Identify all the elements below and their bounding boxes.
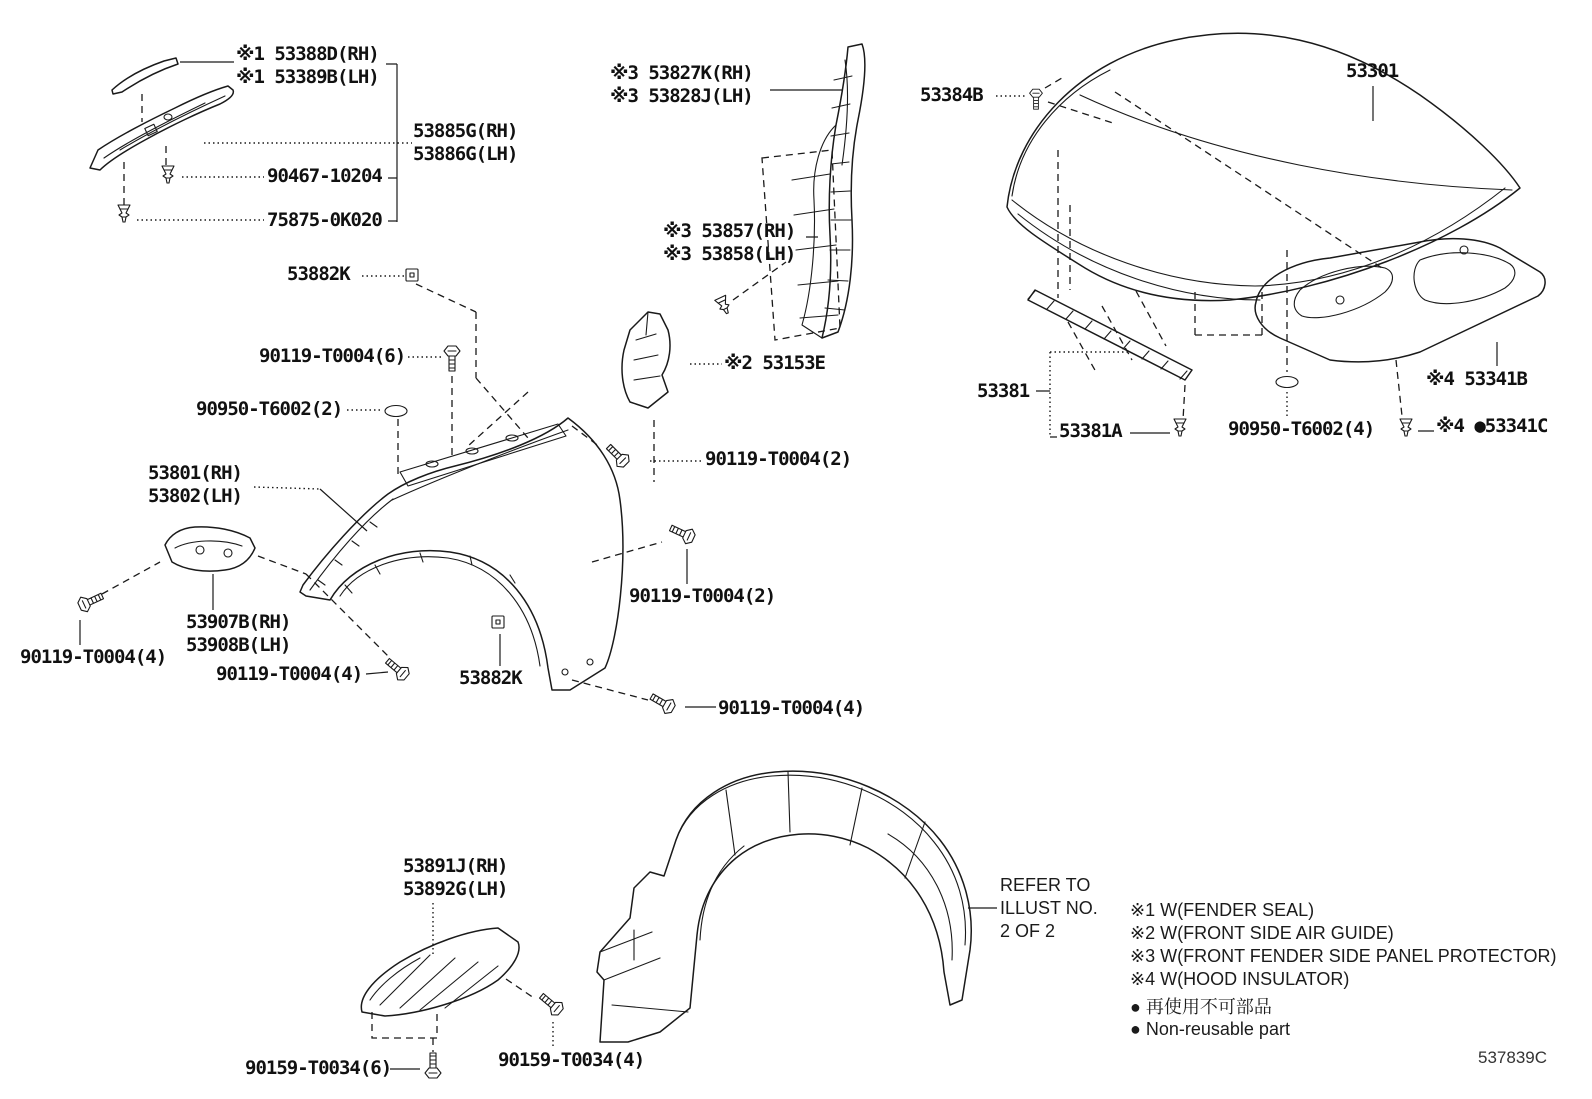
hood-panel-art (1007, 33, 1520, 300)
fender-seal-and-support-art (90, 58, 233, 170)
front-side-air-guide-art (622, 312, 670, 408)
label-53389b: ※1 53389B(LH) (236, 66, 379, 88)
label-53885g: 53885G(RH) (413, 120, 518, 142)
nonreusable-note-en: ● Non-reusable part (1130, 1019, 1290, 1039)
label-90950-t6002-2: 90950-T6002(2) (196, 398, 343, 420)
clip-53381a-icon (1174, 419, 1186, 436)
label-53384b: 53384B (920, 84, 983, 106)
label-53886g: 53886G(LH) (413, 143, 518, 165)
bolt-90119-4b-icon (382, 655, 411, 683)
label-53153e: ※2 53153E (724, 352, 825, 374)
label-53801: 53801(RH) (148, 462, 242, 484)
fender-liner-art (597, 771, 971, 1042)
label-90159-t0034-4: 90159-T0034(4) (498, 1049, 645, 1071)
refer-note-line2: ILLUST NO. (1000, 898, 1098, 918)
label-53857: ※3 53857(RH) (663, 220, 796, 242)
label-90119-t0004-4a: 90119-T0004(4) (20, 646, 167, 668)
label-53388d: ※1 53388D(RH) (236, 43, 379, 65)
label-90119-t0004-2a: 90119-T0004(2) (705, 448, 852, 470)
footnote-4: ※4 W(HOOD INSULATOR) (1130, 969, 1350, 989)
screw-90159-4-icon (536, 990, 565, 1018)
mudguard-art (361, 928, 519, 1016)
label-53882k-b: 53882K (459, 667, 522, 689)
label-53828j: ※3 53828J(LH) (610, 85, 753, 107)
front-fender-art (300, 418, 623, 690)
clip-75875-icon (118, 205, 130, 222)
label-90467-10204: 90467-10204 (267, 165, 382, 187)
label-53381a: 53381A (1059, 420, 1122, 442)
label-53827k: ※3 53827K(RH) (610, 62, 753, 84)
bumper-53384b-icon (1030, 89, 1043, 109)
grommet-90950-4-icon (1276, 377, 1298, 388)
label-90159-t0034-6: 90159-T0034(6) (245, 1057, 392, 1079)
label-90119-t0004-4b: 90119-T0004(4) (216, 663, 363, 685)
fender-side-protector-art (792, 44, 865, 338)
clip-53882k-a-icon (406, 269, 418, 281)
label-75875-0k020: 75875-0K020 (267, 209, 382, 231)
label-53892g: 53892G(LH) (403, 878, 508, 900)
label-53908b: 53908B(LH) (186, 634, 291, 656)
label-53891j: 53891J(RH) (403, 855, 508, 877)
footnote-3: ※3 W(FRONT FENDER SIDE PANEL PROTECTOR) (1130, 946, 1557, 966)
label-53301: 53301 (1346, 60, 1399, 82)
clip-90467-icon (162, 166, 174, 183)
fender-bracket-art (165, 527, 255, 571)
label-53381: 53381 (977, 380, 1030, 402)
clip-53857-icon (715, 295, 733, 315)
bolt-90119-2b-icon (667, 521, 696, 546)
label-90950-t6002-4: 90950-T6002(4) (1228, 418, 1375, 440)
bolt-90119-2a-icon (603, 441, 632, 470)
grommet-90950-2-icon (385, 406, 407, 417)
drawing-code: 537839C (1478, 1048, 1548, 1067)
bolt-90119-4c-icon (648, 690, 678, 716)
label-90119-t0004-6: 90119-T0004(6) (259, 345, 406, 367)
clip-53882k-b-icon (492, 616, 504, 628)
label-53341b: ※4 53341B (1426, 368, 1527, 390)
label-90119-t0004-4c: 90119-T0004(4) (718, 697, 865, 719)
hood-seal-strip-art (1028, 290, 1192, 380)
screw-90159-6-icon (425, 1053, 441, 1078)
footnote-2: ※2 W(FRONT SIDE AIR GUIDE) (1130, 923, 1394, 943)
label-53882k-a: 53882K (287, 263, 350, 285)
label-53858: ※3 53858(LH) (663, 243, 796, 265)
refer-note-line3: 2 OF 2 (1000, 921, 1056, 941)
footnote-1: ※1 W(FENDER SEAL) (1130, 900, 1315, 920)
bolt-90119-6-icon (444, 346, 460, 371)
clip-53341c-icon (1400, 419, 1412, 436)
label-90119-t0004-2b: 90119-T0004(2) (629, 585, 776, 607)
refer-note-line1: REFER TO (1000, 875, 1091, 895)
label-53802: 53802(LH) (148, 485, 242, 507)
hood-insulator-art (1255, 239, 1545, 362)
label-53341c: ※4 ●53341C (1436, 415, 1548, 437)
bolt-90119-4a-icon (76, 589, 105, 614)
nonreusable-note-jp: ● 再使用不可部品 (1130, 997, 1272, 1017)
label-53907b: 53907B(RH) (186, 611, 291, 633)
